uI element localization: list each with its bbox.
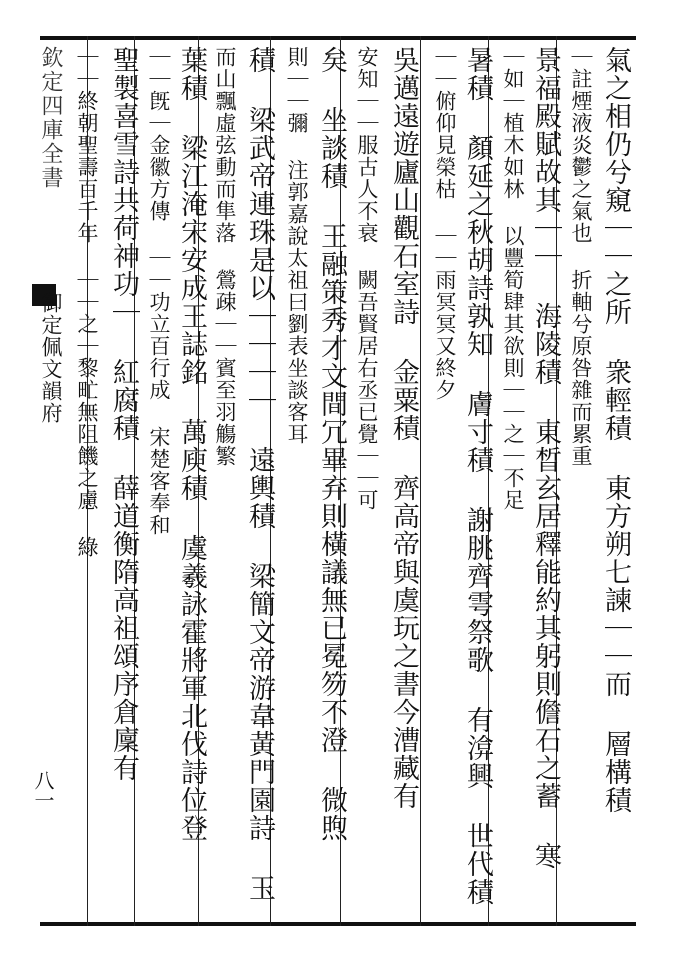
text-column: 聖製喜雪詩共荷神功｜ 紅腐積 薛道衡隋高祖頌序倉廩有 (108, 46, 139, 782)
text-column: 葉積 梁江淹宋安成王誌銘 萬庾積 虞羲詠霍將軍北伐詩位登 (176, 46, 207, 842)
text-column: 暑積 顏延之秋胡詩孰知 膚寸積 謝朓齊雩祭歌 有渰興 世代積 (462, 46, 493, 906)
text-column: 景福殿賦故其｜｜ 海陵積 東晳玄居釋能約其躬則儋石之蓄 寒 (530, 46, 561, 870)
text-column: ｜｜終朝聖壽百千年 ｜｜之｜黎甿無阻饑之慮 綠 (75, 46, 99, 558)
text-column: ｜如｜植木如林 以豐筍肆其欲則｜｜之｜不足 (501, 46, 525, 511)
text-column: 而山飄虛弦動而隼落 鶯疎｜｜賓至羽觴繁 (213, 46, 237, 467)
text-column: ｜註煙液炎鬱之氣也 折軸兮原咎雜而累重 (569, 46, 593, 467)
text-column: 矣 坐談積 王融策秀才文間冗畢弃則橫議無已冕笏不澄 微煦 (316, 46, 347, 842)
text-column: ｜｜俯仰見榮枯 ｜｜雨冥冥又終夕 (433, 46, 457, 401)
book-title: 御定佩文韻府 (39, 292, 63, 424)
text-column: ｜｜旣｜金徽方傳 ｜｜功立百行成 宋楚客奉和 (147, 46, 171, 536)
text-column: 氣之相仍兮窺｜｜之所 衆輕積 東方朔七諫｜｜而 層構積 (600, 46, 631, 814)
text-column: 吳邁遠遊廬山觀石室詩 金粟積 齊高帝與虞玩之書今漕藏有 (388, 46, 419, 810)
text-column: 安知｜｜服古人不衰 闕吾賢居右丞已覺｜｜可 (355, 46, 379, 511)
page-number: 八一 (31, 770, 55, 810)
text-column: 積 梁武帝連珠是以｜｜｜｜ 遠輿積 梁簡文帝游韋黃門園詩 玉 (244, 46, 275, 902)
library-title: 欽定四庫全書 (38, 46, 63, 190)
text-column: 則｜｜彌 注郭嘉說太祖曰劉表坐談客耳 (285, 46, 309, 445)
